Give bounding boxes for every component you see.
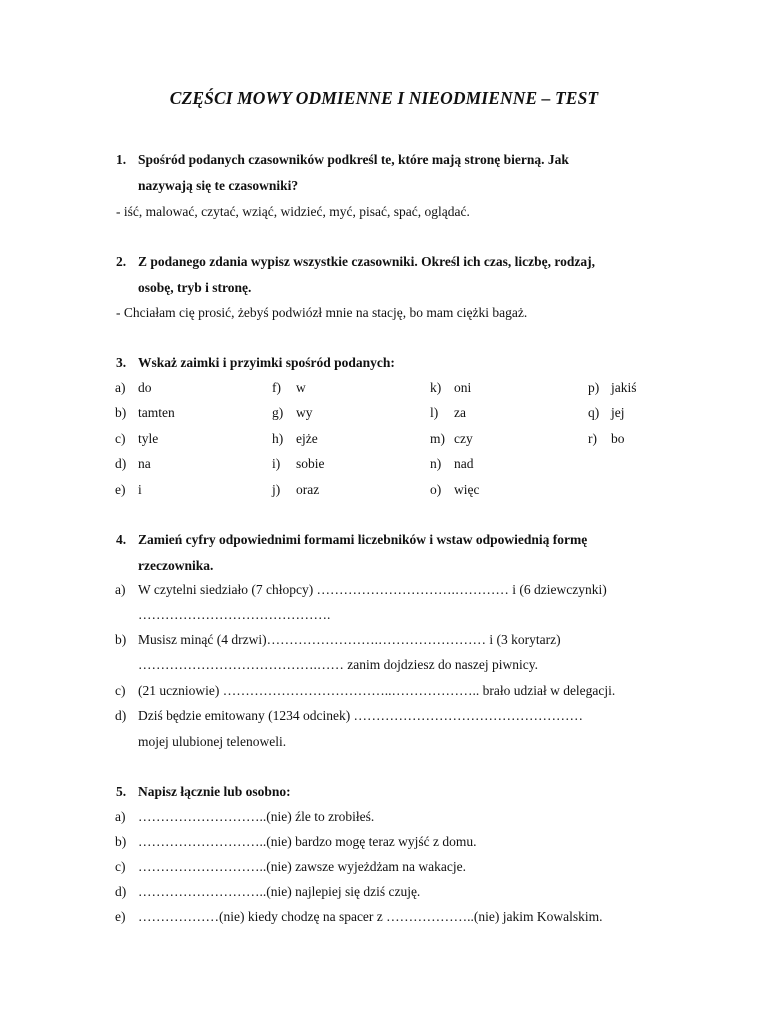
option-label: l) <box>430 405 439 420</box>
item-text: ……………………………………. <box>138 607 331 622</box>
question-number: 4. <box>116 532 127 547</box>
option-word: jakiś <box>611 380 637 395</box>
question-text-line: Spośród podanych czasowników podkreśl te, które mają stronę bierną. Jak <box>138 152 569 167</box>
question-number: 2. <box>116 254 127 269</box>
item-label: a) <box>115 809 126 824</box>
option-label: e) <box>115 482 126 497</box>
option-word: czy <box>454 431 473 446</box>
question-number: 3. <box>116 355 127 370</box>
option-label: g) <box>272 405 284 420</box>
option-word: tyle <box>138 431 159 446</box>
option-label: n) <box>430 456 442 471</box>
option-label: j) <box>272 482 281 497</box>
option-word: oni <box>454 380 472 395</box>
question-text-line: nazywają się te czasowniki? <box>138 178 299 193</box>
option-label: m) <box>430 431 445 446</box>
option-label: c) <box>115 431 126 446</box>
option-label: k) <box>430 380 442 395</box>
option-word: sobie <box>296 456 325 471</box>
option-label: a) <box>115 380 126 395</box>
question-number: 1. <box>116 152 127 167</box>
question-text-line: Zamień cyfry odpowiednimi formami liczebników i wstaw odpowiednią formę <box>138 532 588 547</box>
item-text: (21 uczniowie) ………………………………..……………….. brało udział w delegacji. <box>138 683 616 698</box>
option-word: do <box>138 380 152 395</box>
item-text: ………………(nie) kiedy chodzę na spacer z ………………..(nie) jakim Kowalskim. <box>138 909 603 924</box>
option-word: wy <box>296 405 313 420</box>
item-text: ………………………..(nie) najlepiej się dziś czuję. <box>138 884 421 899</box>
question-text-line: Wskaż zaimki i przyimki spośród podanych: <box>138 355 395 370</box>
question-text-line: rzeczownika. <box>138 558 214 573</box>
option-label: b) <box>115 405 127 420</box>
item-text: ………………………..(nie) bardzo mogę teraz wyjść z domu. <box>138 834 477 849</box>
item-label: d) <box>115 708 127 723</box>
item-text: mojej ulubionej telenoweli. <box>138 734 287 749</box>
item-label: c) <box>115 683 126 698</box>
item-text: ………………………..(nie) źle to zrobiłeś. <box>138 809 375 824</box>
option-word: i <box>138 482 142 497</box>
question-text-line: Napisz łącznie lub osobno: <box>138 784 291 799</box>
word-list: - iść, malować, czytać, wziąć, widzieć, myć, pisać, spać, oglądać. <box>116 204 470 219</box>
option-label: h) <box>272 431 284 446</box>
item-label: c) <box>115 859 126 874</box>
option-label: p) <box>588 380 600 395</box>
option-word: tamten <box>138 405 175 420</box>
item-label: b) <box>115 632 127 647</box>
item-text: Musisz minąć (4 drzwi)…………………….…………………… i (3 korytarz) <box>138 632 561 647</box>
option-label: f) <box>272 380 281 395</box>
question-number: 5. <box>116 784 127 799</box>
item-label: d) <box>115 884 127 899</box>
item-label: b) <box>115 834 127 849</box>
item-text: ………………………………….…… zanim dojdziesz do naszej piwnicy. <box>138 657 538 672</box>
option-label: o) <box>430 482 442 497</box>
option-label: q) <box>588 405 600 420</box>
item-text: W czytelni siedziało (7 chłopcy) ………………………….………… i (6 dziewczynki) <box>138 582 607 597</box>
option-word: jej <box>611 405 625 420</box>
option-word: ejże <box>296 431 318 446</box>
option-word: w <box>296 380 306 395</box>
question-text-line: osobę, tryb i stronę. <box>138 280 252 295</box>
option-word: za <box>454 405 466 420</box>
item-text: ………………………..(nie) zawsze wyjeżdżam na wakacje. <box>138 859 467 874</box>
item-label: e) <box>115 909 126 924</box>
option-word: nad <box>454 456 474 471</box>
option-word: więc <box>454 482 480 497</box>
page-title: CZĘŚCI MOWY ODMIENNE I NIEODMIENNE – TEST <box>169 88 599 108</box>
option-word: oraz <box>296 482 320 497</box>
option-word: na <box>138 456 151 471</box>
option-label: d) <box>115 456 127 471</box>
question-text-line: Z podanego zdania wypisz wszystkie czasowniki. Określ ich czas, liczbę, rodzaj, <box>138 254 596 269</box>
option-label: r) <box>588 431 597 446</box>
item-label: a) <box>115 582 126 597</box>
item-text: Dziś będzie emitowany (1234 odcinek) …………………………………………… <box>138 708 584 723</box>
example-sentence: - Chciałam cię prosić, żebyś podwiózł mnie na stację, bo mam ciężki bagaż. <box>116 305 528 320</box>
option-label: i) <box>272 456 281 471</box>
option-word: bo <box>611 431 625 446</box>
